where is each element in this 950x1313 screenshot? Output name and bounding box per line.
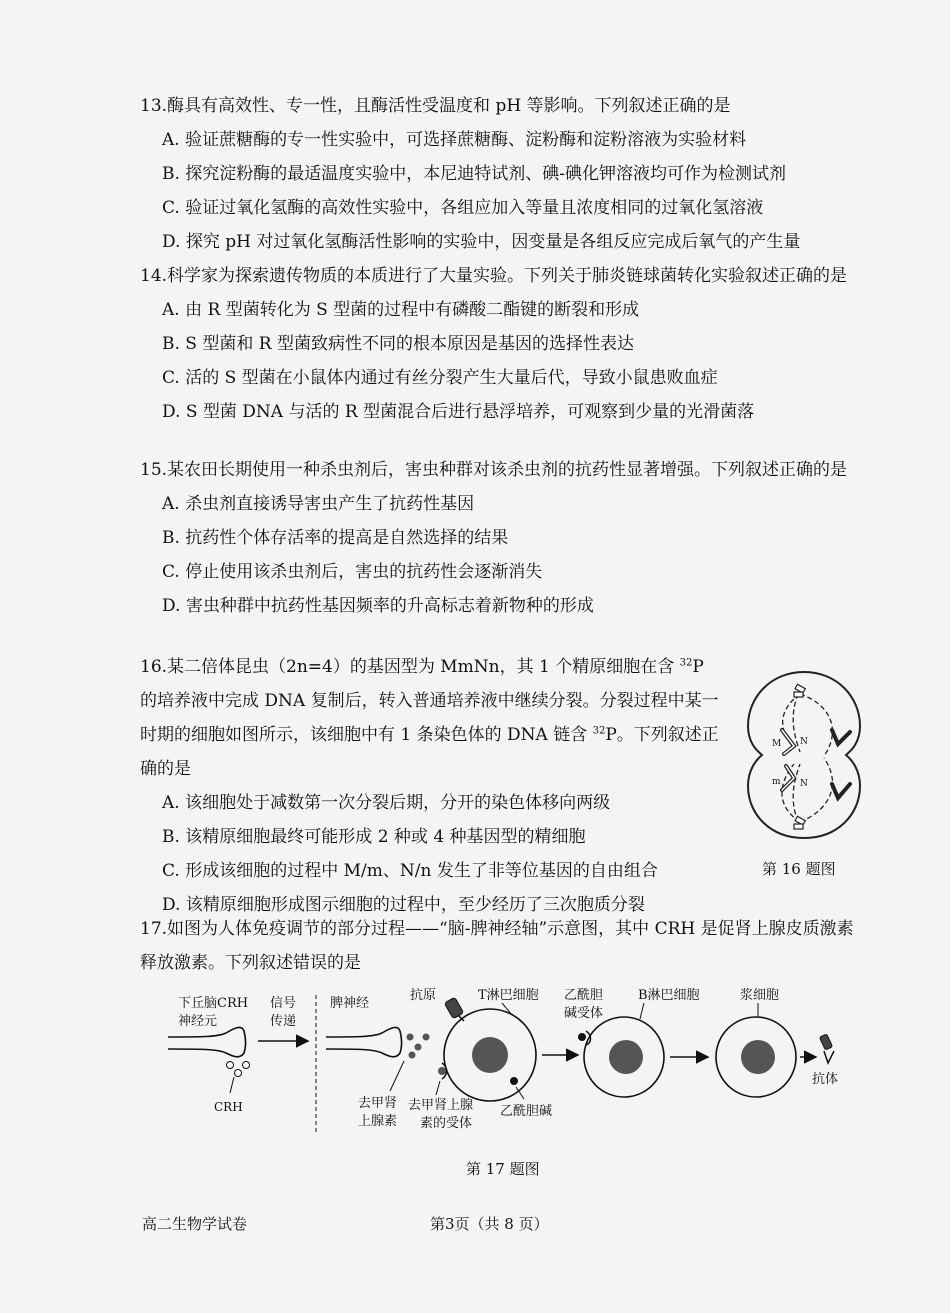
option-b: B. S 型菌和 R 型菌致病性不同的根本原因是基因的选择性表达	[162, 334, 634, 354]
option-c: C. 活的 S 型菌在小鼠体内通过有丝分裂产生大量后代，导致小鼠患败血症	[162, 368, 718, 388]
norepinephrine-label-2: 上腺素	[358, 1114, 398, 1129]
crh-vesicle	[227, 1062, 234, 1069]
figure-16-caption: 第 16 题图	[762, 860, 836, 878]
chromosome-bottom-right	[832, 784, 850, 798]
spleen-nerve-ending	[326, 1027, 402, 1056]
crh-neuron-axon	[168, 1027, 246, 1056]
option-d: D. 害虫种群中抗药性基因频率的升高标志着新物种的形成	[162, 596, 594, 616]
question-14	[140, 259, 870, 429]
norepinephrine-receptor-label-2: 素的受体	[420, 1116, 473, 1131]
option-c: C. 停止使用该杀虫剂后，害虫的抗药性会逐渐消失	[162, 562, 543, 582]
crh-vesicle	[235, 1070, 242, 1077]
norepinephrine-receptor-icon	[438, 1063, 447, 1079]
receptor-pointer	[436, 1081, 440, 1095]
norepinephrine-receptor-label-1: 去甲肾上腺	[408, 1098, 474, 1113]
question-stem: 15.某农田长期使用一种杀虫剂后，害虫种群对该杀虫剂的抗药性显著增强。下列叙述正确的是	[140, 460, 848, 480]
chromosome-bottom-left	[782, 766, 794, 790]
gene-label-n-bottom: N	[800, 779, 808, 789]
question-stem: 17.如图为人体免疫调节的部分过程——“脑-脾神经轴”示意图，其中 CRH 是促肾上腺皮质激素释放激素。下列叙述错误的是	[140, 919, 854, 973]
option-b: B. 探究淀粉酶的最适温度实验中，本尼迪特试剂、碘-碘化钾溶液均可作为检测试剂	[162, 164, 787, 184]
norepinephrine-molecule	[423, 1034, 430, 1041]
crh-label: CRH	[214, 1100, 243, 1114]
crh-vesicle	[243, 1062, 250, 1069]
question-13	[140, 89, 870, 259]
footer-subject: 高二生物学试卷	[142, 1215, 248, 1233]
norepinephrine-molecule	[415, 1044, 422, 1051]
acetylcholine-label: 乙酰胆碱	[500, 1104, 553, 1119]
spleen-nerve-label: 脾神经	[330, 996, 370, 1011]
footer-page-number: 第3页（共 8 页）	[430, 1215, 549, 1233]
option-c: C. 验证过氧化氢酶的高效性实验中，各组应加入等量且浓度相同的过氧化氢溶液	[162, 198, 764, 218]
b-cell-nucleus	[609, 1040, 643, 1074]
option-d: D. 该精原细胞形成图示细胞的过程中，至少经历了三次胞质分裂	[162, 895, 645, 915]
t-cell-label: T淋巴细胞	[478, 988, 539, 1003]
norepinephrine-molecule	[407, 1034, 414, 1041]
t-cell-pointer	[502, 1003, 512, 1015]
plasma-cell-label: 浆细胞	[740, 988, 780, 1003]
question-15	[140, 453, 870, 623]
cell-membrane	[748, 672, 860, 838]
antigen-icon	[444, 997, 464, 1021]
gene-label-m-upper: M	[772, 739, 782, 749]
centriole-bottom	[794, 816, 805, 829]
option-d: D. 探究 pH 对过氧化氢酶活性影响的实验中，因变量是各组反应完成后氧气的产生量	[162, 232, 801, 252]
option-d: D. S 型菌 DNA 与活的 R 型菌混合后进行悬浮培养，可观察到少量的光滑菌落	[162, 402, 755, 422]
option-a: A. 验证蔗糖酶的专一性实验中，可选择蔗糖酶、淀粉酶和淀粉溶液为实验材料	[162, 130, 747, 150]
figure-17-caption: 第 17 题图	[466, 1160, 540, 1178]
question-stem: 13.酶具有高效性、专一性，且酶活性受温度和 pH 等影响。下列叙述正确的是	[140, 96, 731, 116]
option-b: B. 抗药性个体存活率的提高是自然选择的结果	[162, 528, 509, 548]
ach-receptor-label-2: 碱受体	[564, 1006, 604, 1021]
plasma-cell-nucleus	[741, 1040, 775, 1074]
spindle-fibers-bottom	[782, 758, 832, 822]
gene-label-m-lower: m	[772, 777, 781, 787]
option-a: A. 杀虫剂直接诱导害虫产生了抗药性基因	[162, 494, 475, 514]
gene-label-n-top: N	[800, 737, 808, 747]
option-b: B. 该精原细胞最终可能形成 2 种或 4 种基因型的精细胞	[162, 827, 586, 847]
brain-spleen-axis-diagram	[160, 985, 860, 1145]
antibody-label: 抗体	[812, 1072, 839, 1087]
chromosome-top-left	[782, 730, 794, 754]
option-a: A. 该细胞处于减数第一次分裂后期，分开的染色体移向两级	[162, 793, 611, 813]
signal-label-2: 传递	[270, 1014, 297, 1029]
question-stem: 16.某二倍体昆虫（2n=4）的基因型为 MmNn，其 1 个精原细胞在含 $^{32}$P 的培养液中完成 DNA 复制后，转入普通培养液中继续分裂。分裂过程中某一时期的细胞如图所示，该细胞中有 1 条染色体的 DNA 链含 $^{32}$P。下列叙述正确的是	[140, 657, 719, 779]
question-stem: 14.科学家为探索遗传物质的本质进行了大量实验。下列关于肺炎链球菌转化实验叙述正确的是	[140, 266, 848, 286]
crh-pointer	[230, 1077, 234, 1093]
t-cell-nucleus	[472, 1037, 508, 1073]
antigen-label: 抗原	[410, 988, 437, 1003]
ach-receptor-label-1: 乙酰胆	[564, 988, 604, 1003]
signal-label-1: 信号	[270, 996, 297, 1011]
b-cell-label: B淋巴细胞	[638, 988, 700, 1003]
acetylcholine-molecule	[510, 1077, 518, 1085]
question-17	[140, 912, 870, 980]
norepinephrine-molecule	[409, 1052, 416, 1059]
option-a: A. 由 R 型菌转化为 S 型菌的过程中有磷酸二酯键的断裂和形成	[162, 300, 640, 320]
b-cell-pointer	[640, 1003, 644, 1019]
antibody-icon	[819, 1034, 834, 1063]
chromosome-top-right	[832, 730, 850, 744]
crh-neuron-label-2: 神经元	[178, 1014, 218, 1029]
norepinephrine-label-1: 去甲肾	[358, 1096, 398, 1111]
crh-neuron-label-1: 下丘脑CRH	[178, 996, 249, 1011]
norepinephrine-pointer	[390, 1061, 404, 1091]
cell-division-figure	[738, 660, 868, 850]
option-c: C. 形成该细胞的过程中 M/m、N/n 发生了非等位基因的自由组合	[162, 861, 658, 881]
